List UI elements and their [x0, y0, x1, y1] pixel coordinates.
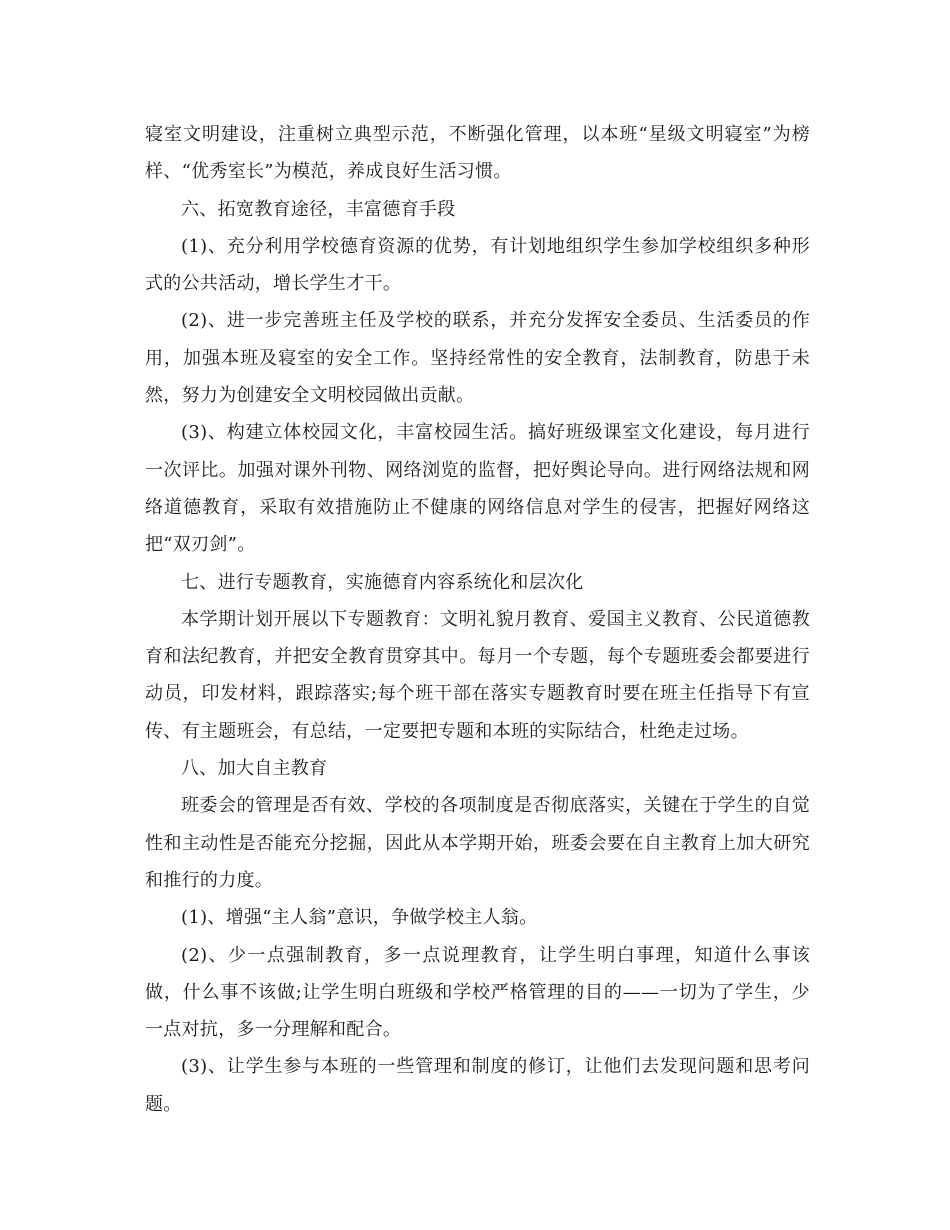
- paragraph-8-1: (1)、增强“主人翁”意识，争做学校主人翁。: [181, 907, 538, 929]
- paragraph-dorm-civilization: 寝室文明建设，注重树立典型示范，不断强化管理，以本班“星级文明寝室”为榜样、“优秀室长”为模范，养成良好生活习惯。: [145, 124, 810, 183]
- paragraph-8-body: 班委会的管理是否有效、学校的各项制度是否彻底落实，关键在于学生的自觉性和主动性是否能充分挖掘，因此从本学期开始，班委会要在自主教育上加大研究和推行的力度。: [145, 795, 810, 891]
- paragraph-7-body: 本学期计划开展以下专题教育：文明礼貌月教育、爱国主义教育、公民道德教育和法纪教育，并把安全教育贯穿其中。每月一个专题，每个专题班委会都要进行动员，印发材料，跟踪落实;每个班干部在落实专题教育时要在班主任指导下有宣传、有主题班会，有总结，一定要把专题和本班的实际结合，杜绝走过场。: [145, 608, 810, 742]
- paragraph-8-3: (3)、让学生参与本班的一些管理和制度的修订，让他们去发现问题和思考问题。: [145, 1056, 810, 1115]
- paragraph-6-1: (1)、充分利用学校德育资源的优势，有计划地组织学生参加学校组织多种形式的公共活动，增长学生才干。: [145, 235, 810, 295]
- document-page: [145, 116, 810, 1123]
- section-heading-7: 七、进行专题教育，实施德育内容系统化和层次化: [181, 571, 584, 593]
- paragraph-6-3: (3)、构建立体校园文化，丰富校园生活。搞好班级课室文化建设，每月进行一次评比。加强对课外刊物、网络浏览的监督，把好舆论导向。进行网络法规和网络道德教育，采取有效措施防止不健康的网络信息对学生的侵害，把握好网络这把“双刃剑”。: [145, 422, 810, 556]
- section-heading-8: 八、加大自主教育: [181, 758, 328, 780]
- paragraph-6-2: (2)、进一步完善班主任及学校的联系，并充分发挥安全委员、生活委员的作用，加强本班及寝室的安全工作。坚持经常性的安全教育，法制教育，防患于未然，努力为创建安全文明校园做出贡献。: [145, 310, 810, 407]
- section-heading-6: 六、拓宽教育途径，丰富德育手段: [181, 198, 456, 220]
- paragraph-8-2: (2)、少一点强制教育，多一点说理教育，让学生明白事理，知道什么事该做，什么事不该做;让学生明白班级和学校严格管理的目的——一切为了学生，少一点对抗，多一分理解和配合。: [145, 944, 810, 1041]
